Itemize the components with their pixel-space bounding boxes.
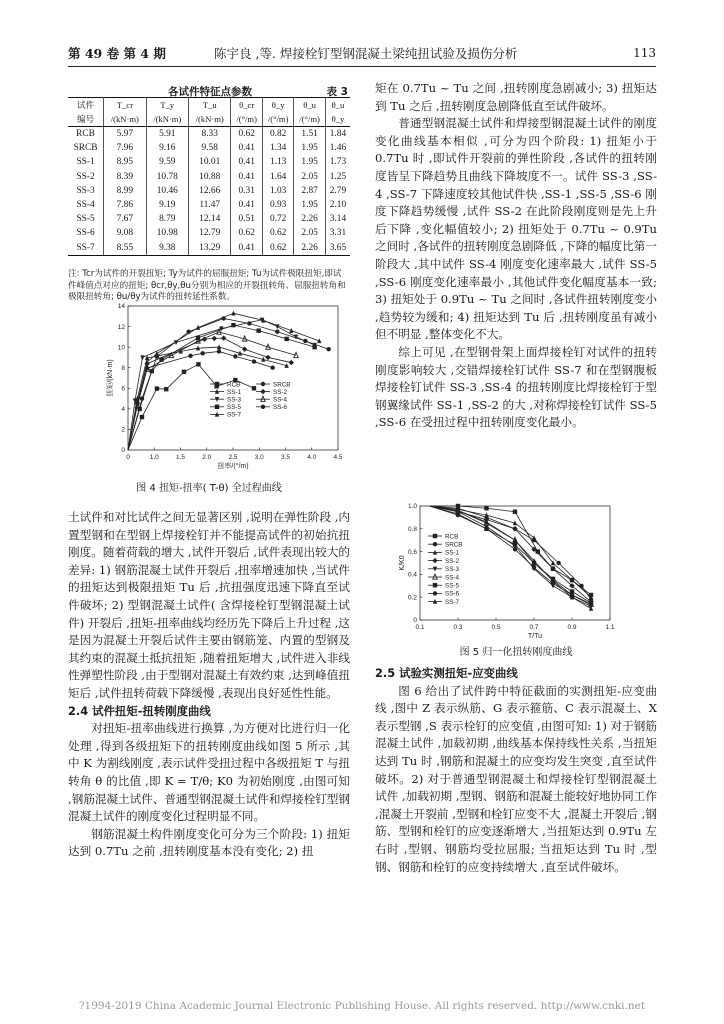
figure-5-normalized-stiffness-chart — [398, 500, 618, 638]
x-tick-label: 0.3 — [453, 624, 463, 631]
y-tick-label: 2 — [121, 426, 125, 434]
section-heading-2-4: 2.4 试件扭矩-扭转刚度曲线 — [68, 703, 211, 718]
x-tick-label: 0.7 — [529, 624, 539, 631]
table-cell: 0.51 — [231, 212, 262, 226]
table-cell: 1.13 — [262, 155, 293, 169]
table-cell: 10.46 — [146, 184, 188, 198]
paragraph: 土试件和对比试件之间无显著区别 ,说明在弹性阶段 ,内置型钢和在型钢上焊接栓钉并不能提高试件的初始抗扭刚度。随着荷载的增大 ,试件开裂后 ,试件表现出较大的差异: 1) 钢筋混凝土试件开裂后 ,扭率增速加快 ,当试件的扭矩达到极限扭矩 Tu 后 ,抗扭强度迅速下降直至试件破坏; 2) 型钢混凝土试件( 含焊接栓钉型钢混凝土试件) 开裂后 ,扭矩-扭率曲线均经历先下降后上升过程 ,这是因为混凝土开裂后试件主要由钢筋笼、内置的型钢及其约束的混凝土抵抗扭矩 ,随着扭矩增大 ,试件进入非线性弹塑性阶段 ,由于型钢对混凝土有效约束 ,达到峰值扭矩后 ,试件扭转荷载下降缓慢 ,表现出良好延性性能。 — [68, 510, 350, 700]
table-cell: 9.58 — [189, 141, 231, 155]
data-point — [242, 347, 247, 352]
table-cell: 10.88 — [189, 170, 231, 184]
data-point — [484, 527, 488, 531]
data-point — [231, 311, 235, 316]
table-cell: 8.79 — [146, 212, 188, 226]
data-point — [303, 339, 307, 343]
x-tick-label: 0 — [126, 454, 130, 461]
table-row — [68, 184, 350, 198]
table-cell: 3.14 — [329, 214, 347, 225]
data-point — [532, 565, 536, 569]
right-column-top — [375, 80, 657, 432]
table-cell: 8.99 — [104, 184, 146, 198]
data-point — [217, 349, 221, 353]
table-cell: 3.31 — [329, 228, 347, 239]
legend-label: SRCB — [445, 541, 463, 549]
table-cell: 2.87 — [294, 184, 325, 198]
y-tick-label: 10 — [117, 344, 125, 352]
x-tick-label: 3.5 — [280, 454, 291, 461]
x-tick-label: 4.0 — [307, 454, 317, 461]
x-tick-label: 0.9 — [567, 624, 577, 631]
x-axis-label: 扭率/(°/m) — [217, 463, 249, 470]
table-cell: SS-6 — [68, 226, 104, 240]
table-header-cell: θ_y — [262, 98, 293, 113]
x-axis-label: T/Tu — [527, 633, 543, 638]
table-header-cell: /(°/m) — [262, 112, 293, 127]
table-cell: 9.59 — [146, 155, 188, 169]
volume-issue: 第 49 卷 第 4 期 — [68, 46, 166, 61]
table-cell: 0.93 — [262, 198, 293, 212]
legend-marker — [261, 396, 265, 401]
y-tick-label: 4 — [121, 406, 125, 414]
table-cell: 0.62 — [262, 226, 293, 240]
table-cell: SS-2 — [68, 170, 104, 184]
table-cell: 10.98 — [146, 226, 188, 240]
table-number: 表 3 — [326, 86, 348, 98]
data-point — [456, 513, 460, 517]
data-point — [159, 357, 163, 361]
table-cell: 5.97 — [104, 127, 146, 142]
y-tick-label: 14 — [117, 303, 125, 311]
table-cell: RCB — [68, 127, 104, 142]
table-cell: 1.95 — [294, 141, 325, 155]
table-cell: SS-1 — [68, 155, 104, 169]
legend-label: SS-2 — [445, 557, 459, 565]
running-title: 陈宇良 ,等. 焊接栓钉型钢混凝土梁纯扭试验及损伤分析 — [214, 46, 518, 61]
data-point — [484, 506, 488, 510]
table-note: 注: Tcr为试件的开裂扭矩; Ty为试件的屈服扭矩; Tu为试件极限扭矩,即试件峰值点对应的扭矩; θcr,θy,θu分别为相应的开裂扭转角、屈服扭转角和极限扭转角; θu/θy为试件的扭转延性系数。 — [68, 269, 346, 302]
data-point — [289, 360, 294, 365]
x-tick-label: 2.5 — [228, 454, 238, 461]
data-point — [326, 347, 330, 351]
data-point — [312, 345, 316, 349]
legend-marker — [433, 583, 437, 587]
paragraph: 钢筋混凝土构件刚度变化可分为三个阶段: 1) 扭矩达到 0.7Tu 之前 ,扭转刚度基本没有变化; 2) 扭 — [68, 826, 350, 859]
data-point — [247, 321, 251, 325]
table-cell: 1.51 — [294, 127, 325, 142]
table-header-cell: θ_u — [325, 98, 350, 113]
y-tick-label: 0.6 — [407, 548, 417, 556]
table-title: 各试件特征点参数 — [168, 86, 252, 98]
table-cell: 0.41 — [231, 198, 262, 212]
table-cell: 12.79 — [189, 226, 231, 240]
data-point — [265, 355, 270, 360]
table-cell: SS-5 — [68, 212, 104, 226]
copyright-footer: ?1994-2019 China Academic Journal Electronic Publishing House. All rights reserved. http://www.cnki.net — [78, 1000, 646, 1012]
table-header-cell: /(°/m) — [231, 112, 262, 127]
paragraph: 普通型钢混凝土试件和焊接型钢混凝土试件的刚度变化曲线基本相似 ,可分为四个阶段: 1) 扭矩小于 0.7Tu 时 ,即试件开裂前的弹性阶段 ,各试件的扭转刚度皆呈下降趋势且曲线下降坡度不一。试件 SS-3 ,SS-4 ,SS-7 下降速度较其他试件快 ,SS-1 ,SS-5 ,SS-6 刚度下降趋势缓慢 ,试件 SS-2 在此阶段刚度则是先上升后下降 ,变化幅值较小; 2) 扭矩处于 0.7Tu ~ 0.9Tu 之间时 ,各试件的扭转刚度急剧降低 ,下降的幅度比第一阶段大 ,其中试件 SS-4 刚度变化速率最大 ,试件 SS-5 ,SS-6 刚度变化速率最小 ,其他试件变化幅度基本一致; 3) 扭矩处于 0.9Tu ~ Tu 之间时 ,各试件扭转刚度变小 ,趋势较为缓和; 4) 扭矩达到 Tu 后 ,扭转刚度虽有减小但不明显 ,整体变化不大。 — [375, 116, 657, 342]
table-cell: 1.03 — [262, 184, 293, 198]
table-cell: 1.95 — [294, 198, 325, 212]
table-cell: 0.41 — [231, 141, 262, 155]
table-cell: 9.08 — [104, 226, 146, 240]
table-cell: 0.62 — [231, 226, 262, 240]
paragraph: 对扭矩-扭率曲线进行换算 ,为方便对比进行归一化处理 ,得到各级扭矩下的扭转刚度曲线如图 5 所示 ,其中 K 为割线刚度 ,表示试件受扭过程中各级扭矩 T 与扭转角 θ 的比值 ,即 K = T/θ; K0 为初始刚度 ,由图可知 ,钢筋混凝土试件、普通型钢混凝土试件和焊接栓钉型钢混凝土试件的刚度变化过程明显不同。 — [68, 721, 350, 824]
y-tick-label: 0 — [413, 617, 417, 625]
data-point — [275, 330, 279, 334]
data-point — [212, 336, 217, 341]
x-tick-label: 0.5 — [491, 624, 501, 631]
legend-label: SS-1 — [445, 549, 459, 557]
legend-label: RCB — [445, 533, 459, 541]
y-tick-label: 12 — [117, 323, 125, 331]
table-row — [68, 127, 350, 142]
legend-marker — [433, 542, 437, 546]
y-tick-label: 0 — [121, 447, 125, 455]
table-cell: 8.33 — [189, 127, 231, 142]
x-tick-label: 2.0 — [202, 454, 212, 461]
table-header-cell: 试件 — [68, 98, 104, 113]
legend-label: SS-3 — [445, 566, 459, 574]
table-cell: 1.46 — [329, 143, 347, 154]
x-tick-label: 4.5 — [333, 454, 343, 461]
section-heading-2-5: 2.5 试验实测扭矩-应变曲线 — [375, 666, 518, 680]
table-row — [68, 141, 350, 155]
table-cell: 1.34 — [262, 141, 293, 155]
data-point — [252, 386, 256, 390]
table-header-cell: /(°/m) — [294, 112, 325, 127]
legend-label: SRCB — [273, 381, 291, 389]
legend-label: RCB — [227, 381, 241, 389]
table-cell: 11.47 — [189, 198, 231, 212]
table-header-cell: 编号 — [68, 112, 104, 127]
table-row — [68, 198, 350, 212]
table-cell: 0.72 — [262, 212, 293, 226]
feature-point-table — [68, 97, 350, 256]
legend-label: SS-6 — [445, 590, 459, 598]
table-cell: 3.65 — [325, 241, 350, 256]
table-row — [68, 212, 350, 226]
running-header — [68, 44, 656, 66]
table-row — [68, 226, 350, 240]
table-cell: 0.41 — [231, 170, 262, 184]
table-cell: 2.79 — [329, 185, 347, 196]
legend — [428, 533, 463, 606]
table-cell: 1.73 — [329, 157, 347, 168]
series-line — [128, 338, 291, 450]
table-cell: 8.95 — [104, 155, 146, 169]
data-point — [513, 543, 517, 547]
data-point — [270, 366, 274, 370]
table-cell: 1.64 — [262, 170, 293, 184]
table-cell: SS-3 — [68, 184, 104, 198]
table-cell: 2.26 — [294, 241, 325, 256]
table-cell: 7.96 — [104, 141, 146, 155]
legend-label: SS-1 — [227, 388, 241, 396]
data-point — [140, 415, 144, 419]
legend-marker — [433, 574, 437, 579]
table-cell: 12.66 — [189, 184, 231, 198]
table-cell: 0.62 — [262, 241, 293, 256]
data-point — [284, 337, 288, 341]
y-tick-label: 0.8 — [407, 526, 417, 533]
legend-marker — [432, 558, 437, 563]
legend-label: SS-5 — [227, 404, 241, 412]
data-point — [256, 328, 260, 332]
data-point — [532, 535, 536, 540]
table-cell: SS-7 — [68, 241, 104, 256]
table-cell: SS-4 — [68, 198, 104, 212]
table-cell: 12.14 — [189, 212, 231, 226]
plot-frame — [128, 306, 338, 450]
y-tick-label: 6 — [121, 385, 125, 393]
table-header-cell: /(kN·m) — [189, 112, 231, 127]
legend-label: SS-5 — [445, 582, 459, 590]
table-header-cell: θ_u — [294, 98, 325, 113]
data-point — [140, 396, 144, 400]
data-point — [182, 370, 186, 374]
y-tick-label: 0.4 — [407, 571, 417, 579]
x-tick-label: 1.0 — [149, 454, 159, 461]
table-header-cell: T_y — [146, 98, 188, 113]
y-axis-label: K/K0 — [399, 555, 406, 571]
table-cell: 9.38 — [146, 241, 188, 256]
legend-label: SS-7 — [227, 411, 241, 419]
legend-label: SS-6 — [273, 404, 287, 412]
data-point — [164, 387, 168, 391]
table-header-cell: T_u — [189, 98, 231, 113]
series-srcb — [128, 349, 275, 450]
table-cell: 13.29 — [189, 241, 231, 256]
table-cell: 1.84 — [329, 129, 347, 140]
paragraph: 图 6 给出了试件跨中特征截面的实测扭矩-应变曲线 ,图中 Z 表示纵筋、G 表示箍筋、C 表示混凝土、X 表示型钢 ,S 表示栓钉的应变值 ,由图可知: 1) 对于钢筋混凝土试件 ,加载初期 ,曲线基本保持线性关系 ,当扭矩达到 Tu 时 ,钢筋和混凝土的应变均发生突变 ,直至试件破坏。2) 对于普通型钢混凝土和焊接栓钉型钢混凝土试件 ,加载初期 ,型钢、钢筋和混凝土能较好地协同工作 ,混凝土开裂前 ,型钢和栓钉应变不大 ,混凝土开裂后 ,钢筋、型钢和栓钉的应变逐渐增大 ,当扭矩达到 0.9Tu 左右时 ,型钢、钢筋均受拉屈服; 当扭矩达到 Tu 时 ,型钢、钢筋和栓钉的应变持续增大 ,直至试件破坏。 — [375, 683, 657, 874]
data-point — [513, 510, 517, 514]
table-header-cell: /(kN·m) — [104, 112, 146, 127]
table-header-cell: /(kN·m) — [146, 112, 188, 127]
table-cell: 9.16 — [146, 141, 188, 155]
y-tick-label: 1.0 — [407, 503, 417, 511]
data-point — [513, 547, 517, 551]
x-tick-label: 1.1 — [605, 624, 615, 631]
legend-label: SS-2 — [273, 388, 287, 396]
table-cell: 2.26 — [294, 212, 325, 226]
legend-marker — [261, 405, 265, 409]
legend-label: SS-7 — [445, 598, 459, 606]
table-cell: 8.55 — [104, 241, 146, 256]
table-cell: 2.05 — [294, 170, 325, 184]
right-column-bottom — [375, 665, 657, 876]
series-ss-7 — [128, 311, 322, 450]
y-tick-label: 8 — [121, 364, 125, 372]
table-cell: 0.41 — [231, 241, 262, 256]
paragraph: 综上可见 ,在型钢骨架上面焊接栓钉对试件的扭转刚度影响较大 ,交错焊接栓钉试件 SS-7 和在型钢腹板焊接栓钉试件 SS-3 ,SS-4 的扭转刚度比焊接栓钉于型钢翼缘试件 SS-1 ,SS-2 的大 ,对称焊接栓钉试件 SS-5 ,SS-6 在受扭过程中扭转刚度变化最小。 — [375, 344, 657, 430]
table-cell: 9.19 — [146, 198, 188, 212]
table-cell: 10.78 — [146, 170, 188, 184]
data-point — [155, 386, 159, 390]
legend-marker — [215, 382, 219, 386]
data-point — [557, 561, 561, 565]
y-tick-label: 0.2 — [407, 594, 417, 602]
table-header-row-2 — [68, 112, 350, 127]
table-cell: 1.95 — [294, 155, 325, 169]
table-cell: 5.91 — [146, 127, 188, 142]
header-rule — [68, 66, 656, 67]
legend-label: SS-4 — [273, 396, 287, 404]
table-header-cell: T_cr — [104, 98, 146, 113]
table-cell: 7.67 — [104, 212, 146, 226]
legend-marker — [260, 389, 265, 394]
table-header-cell: θ_cr — [231, 98, 262, 113]
data-point — [196, 336, 200, 340]
table-row — [68, 241, 350, 256]
legend-label: SS-4 — [445, 574, 459, 582]
data-point — [252, 359, 256, 363]
data-point — [221, 335, 226, 340]
data-point — [200, 351, 204, 355]
page-number: 113 — [633, 46, 656, 60]
table-row — [68, 155, 350, 169]
legend-label: SS-3 — [227, 396, 241, 404]
table-cell: 0.62 — [231, 127, 262, 142]
x-tick-label: 3.0 — [254, 454, 264, 461]
figure-4-caption: 图 4 扭矩-扭率( T-θ) 全过程曲线 — [136, 483, 282, 494]
data-point — [231, 323, 235, 327]
x-tick-label: 0.1 — [415, 624, 425, 631]
table-cell: 7.86 — [104, 198, 146, 212]
table-cell: 10.01 — [189, 155, 231, 169]
left-column — [68, 509, 350, 861]
table-header-cell: θ_y — [325, 112, 350, 127]
table-cell: 0.31 — [231, 184, 262, 198]
table-cell: SRCB — [68, 141, 104, 155]
data-point — [233, 354, 237, 358]
table-cell: 2.05 — [294, 226, 325, 240]
legend-marker — [215, 405, 219, 409]
table-row — [68, 170, 350, 184]
table-cell: 1.25 — [329, 171, 347, 182]
figure-4-torque-twist-chart — [100, 298, 350, 473]
legend-marker — [261, 382, 265, 386]
table-cell: 0.41 — [231, 155, 262, 169]
data-point — [188, 354, 192, 358]
table-cell: 8.39 — [104, 170, 146, 184]
x-tick-label: 1.5 — [175, 454, 186, 461]
table-header-row-1 — [68, 98, 350, 113]
data-point — [140, 355, 144, 360]
table-cell: 0.82 — [262, 127, 293, 142]
data-point — [196, 362, 200, 366]
figure-5-caption: 图 5 归一化扭转刚度曲线 — [459, 647, 573, 658]
y-axis-label: 扭矩/(kN·m) — [107, 359, 114, 397]
paragraph: 矩在 0.7Tu ~ Tu 之间 ,扭转刚度急剧减小; 3) 扭矩达到 Tu 之后 ,扭转刚度急剧降低直至试件破坏。 — [375, 81, 657, 113]
table-cell: 2.10 — [329, 200, 347, 211]
legend-marker — [433, 591, 437, 595]
legend-marker — [433, 534, 437, 538]
